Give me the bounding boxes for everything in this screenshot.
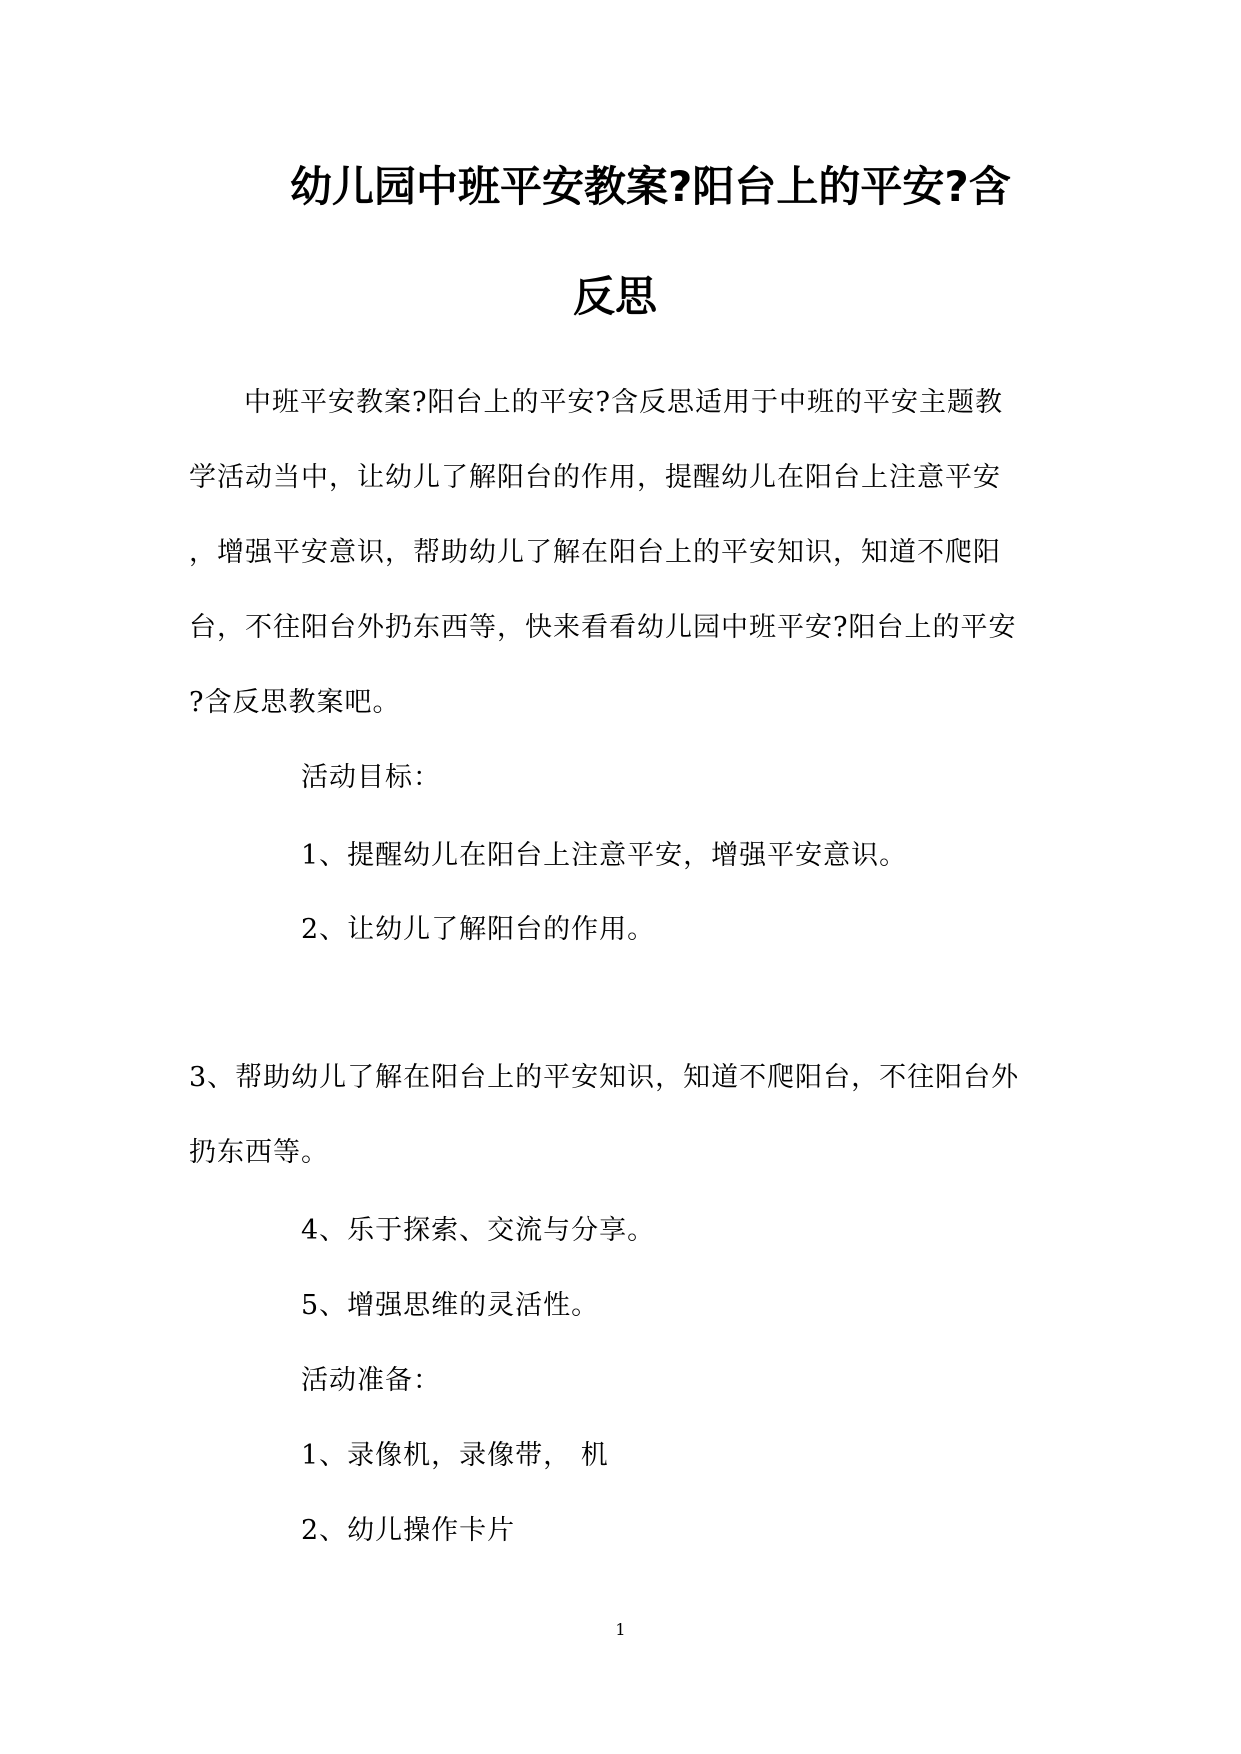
intro-paragraph-line-2: 学活动当中，让幼儿了解阳台的作用，提醒幼儿在阳台上注意平安: [189, 462, 1001, 493]
goals-heading: 活动目标：: [301, 762, 441, 793]
goal-item-1: 1、提醒幼儿在阳台上注意平安，增强平安意识。: [301, 840, 908, 871]
intro-paragraph-line-5: ?含反思教案吧。: [189, 687, 401, 718]
intro-paragraph-line-4: 台，不往阳台外扔东西等，快来看看幼儿园中班平安?阳台上的平安: [189, 612, 1017, 643]
goal-item-3-line-1: 3、帮助幼儿了解在阳台上的平安知识，知道不爬阳台，不往阳台外: [189, 1062, 1020, 1093]
page-number: 1: [615, 1620, 626, 1639]
goal-item-3-line-2: 扔东西等。: [189, 1137, 329, 1168]
goal-item-4: 4、乐于探索、交流与分享。: [301, 1215, 656, 1246]
goal-item-2: 2、让幼儿了解阳台的作用。: [301, 914, 656, 945]
intro-paragraph-line-1: 中班平安教案?阳台上的平安?含反思适用于中班的平安主题教: [244, 387, 1003, 418]
goal-item-5: 5、增强思维的灵活性。: [301, 1290, 600, 1321]
prep-item-2: 2、幼儿操作卡片: [301, 1515, 516, 1546]
document-title-line-2: 反思: [573, 272, 658, 321]
prep-heading: 活动准备：: [301, 1365, 441, 1396]
prep-item-1: 1、录像机，录像带， 机: [301, 1440, 609, 1471]
intro-paragraph-line-3: ，增强平安意识，帮助幼儿了解在阳台上的平安知识，知道不爬阳: [189, 537, 1001, 568]
document-title-line-1: 幼儿园中班平安教案?阳台上的平安?含: [290, 162, 1011, 211]
